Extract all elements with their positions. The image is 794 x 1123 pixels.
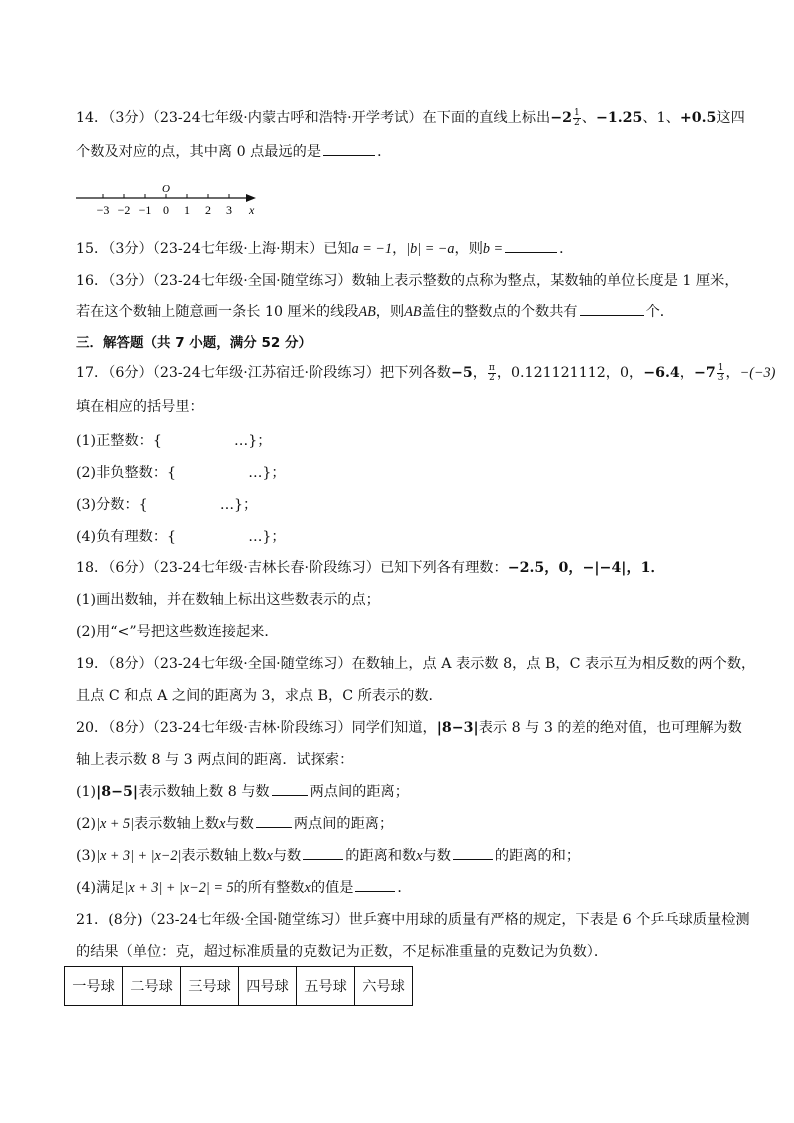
q16-end: 个． [645, 304, 674, 320]
q17-num: −(−3) [739, 365, 776, 381]
q19-line1: 19．（8分）（23-24七年级·全国·随堂练习）在数轴上，点 A 表示数 8，点 B，C 表示互为相反数的两个数， [76, 656, 756, 672]
q14-text2: 个数及对应的点，其中离 0 点最远的是 [76, 144, 322, 160]
axis-label-x: x [249, 203, 255, 217]
q15-then: ，则 [454, 241, 483, 257]
q20-line2: 轴上表示数 8 与 3 两点间的距离．试探索： [76, 752, 354, 768]
q14-num1-fraction [573, 109, 581, 128]
number-line [72, 182, 272, 222]
frac-numerator: 1 [717, 362, 724, 373]
q15-condition1: a = −1 [351, 241, 393, 257]
var-x: x [416, 848, 423, 864]
q20-text: 的值是 [310, 880, 354, 896]
q18-numbers: −2.5，0，−|−4|，1． [507, 560, 665, 576]
table-header-cell: 五号球 [297, 967, 355, 1006]
q20-text: 两点间的距离； [293, 816, 394, 832]
q14-suffix: 这四 [716, 110, 745, 126]
frac-denominator: 2 [489, 372, 495, 383]
q18-item1: (1)画出数轴，并在数轴上标出这些数表示的点； [76, 592, 380, 608]
answer-blank[interactable] [323, 154, 375, 156]
q20-text: 与数 [422, 848, 451, 864]
q19-line2: 且点 C 和点 A 之间的距离为 3，求点 B，C 所表示的数． [76, 688, 443, 704]
number-line-tick-label: 1 [184, 203, 190, 217]
q15-line [76, 239, 573, 259]
q14-num1-whole: −2 [550, 110, 573, 126]
q20-abs: |8−3| [436, 720, 479, 736]
q20-text: 表示数轴上数 [181, 848, 267, 864]
q17-text: ，0.121121112，0， [496, 365, 644, 381]
item-number: (1) [76, 784, 97, 800]
q15-condition2: |b| = −a [406, 241, 455, 257]
number-line-tick-label: 3 [226, 203, 232, 217]
q20-line1 [76, 718, 742, 738]
table-header-cell: 一号球 [65, 967, 123, 1006]
number-line-tick-label: 2 [205, 203, 211, 217]
q20-text: 与数 [225, 816, 254, 832]
q20-text: ． [397, 880, 412, 896]
q17-num: −5 [450, 365, 473, 381]
section-heading: 三．解答题（共 7 小题，满分 52 分） [76, 335, 312, 351]
q20-text: 表示数轴上数 8 与数 [138, 784, 270, 800]
var-x: x [304, 880, 311, 896]
frac-denominator: 2 [574, 117, 580, 128]
number-line-tick-label: −2 [117, 203, 131, 217]
q18-text: 18．（6分）（23-24七年级·吉林长春·阶段练习）已知下列各有理数： [76, 560, 508, 576]
q20-text: 表示数轴上数 [133, 816, 220, 832]
q16-text: 若在这个数轴上随意画一条长 10 厘米的线段 [76, 304, 359, 320]
answer-blank[interactable] [272, 794, 308, 796]
q20-equation: |x + 3| + |x−2| = 5 [124, 880, 234, 896]
number-line-tick-label: −1 [138, 203, 152, 217]
q17-pi-fraction [488, 364, 496, 383]
arrow-icon [246, 194, 256, 202]
q14-sep: 、 [581, 110, 596, 126]
number-line-tick-label: 0 [163, 203, 169, 217]
q20-item3 [76, 846, 580, 866]
q20-item2 [76, 814, 393, 834]
q16-line1: 16．（3分）（23-24七年级·全国·随堂练习）数轴上表示整数的点称为整点，某数轴的单位长度是 1 厘米， [76, 273, 739, 289]
table-header-cell: 六号球 [355, 967, 413, 1006]
answer-blank[interactable] [505, 251, 557, 253]
q17-item: (4)负有理数：{ …}； [76, 529, 286, 545]
table-header-cell: 四号球 [239, 967, 297, 1006]
segment-ab: AB [404, 304, 422, 320]
segment-ab: AB [358, 304, 376, 320]
q17-fraction [717, 364, 725, 383]
q20-item4 [76, 878, 412, 898]
item-number: (2) [76, 816, 97, 832]
q16-text: ，则 [375, 304, 405, 320]
q14-line1 [76, 108, 745, 128]
origin-label: O [162, 183, 170, 195]
q17-item: (3)分数：{ …}； [76, 497, 258, 513]
item-number: (3) [76, 848, 97, 864]
q20-text: 的所有整数 [233, 880, 305, 896]
table-header-cell: 三号球 [181, 967, 239, 1006]
q14-end: ． [377, 144, 392, 160]
q15-comma: ， [392, 241, 407, 257]
frac-denominator: 3 [717, 372, 724, 383]
q20-text: (4)满足 [76, 880, 125, 896]
answer-blank[interactable] [303, 858, 343, 860]
q14-line2 [76, 142, 391, 162]
number-line-tick-label: −3 [96, 203, 110, 217]
answer-blank[interactable] [256, 826, 292, 828]
q20-text: 的距离和数 [345, 848, 417, 864]
frac-numerator: 1 [574, 107, 580, 118]
var-x: x [266, 848, 273, 864]
q20-text: 与数 [272, 848, 302, 864]
q20-text: 两点间的距离； [309, 784, 409, 800]
q14-num3: +0.5 [679, 110, 717, 126]
ball-mass-table [64, 966, 413, 1006]
q14-num2: −1.25 [595, 110, 643, 126]
q20-text: 表示 8 与 3 的差的绝对值，也可理解为数 [478, 720, 742, 736]
q20-text: 的距离的和； [494, 848, 581, 864]
q17-line2: 填在相应的括号里： [76, 399, 204, 415]
q15-text: 15．（3分）（23-24七年级·上海·期末）已知 [76, 241, 352, 257]
q15-var: b = [482, 241, 504, 257]
q14-text: 14．（3分）（23-24七年级·内蒙古呼和浩特·开学考试）在下面的直线上标出 [76, 110, 551, 126]
q18-item2: (2)用“<”号把这些数连接起来． [76, 624, 279, 640]
q17-item: (2)非负整数：{ …}； [76, 465, 286, 481]
q21-line1: 21．(8分)（23-24七年级·全国·随堂练习）世乒赛中用球的质量有严格的规定，下表是 6 个乒乓球质量检测 [76, 912, 750, 928]
table-row [65, 967, 413, 1006]
answer-blank[interactable] [580, 314, 644, 316]
q17-text: 17．（6分）（23-24七年级·江苏宿迁·阶段练习）把下列各数 [76, 365, 451, 381]
answer-blank[interactable] [453, 858, 493, 860]
var-x: x [219, 816, 226, 832]
table-header-cell: 二号球 [123, 967, 181, 1006]
answer-blank[interactable] [355, 890, 395, 892]
q17-num: −6.4 [643, 365, 680, 381]
q17-item: (1)正整数：{ …}； [76, 433, 272, 449]
q20-abs: |x + 5| [96, 816, 134, 832]
q20-abs: |x + 3| + |x−2| [96, 848, 182, 864]
q16-line2 [76, 302, 674, 322]
q16-text: 盖住的整数点的个数共有 [421, 304, 578, 320]
q14-sep: 、1、 [642, 110, 680, 126]
q20-text: 20．（8分）（23-24七年级·吉林·阶段练习）同学们知道， [76, 720, 437, 736]
q20-abs: |8−5| [96, 784, 139, 800]
frac-numerator: π [488, 362, 495, 373]
q17-line1: 17．（6分）（23-24七年级·江苏宿迁·阶段练习）把下列各数−5， $\frac{\pi}{2}$ ，0.121121112，0，−6.4，−7 $\frac{1}{3}$ ，−(−3) [76, 362, 776, 383]
q20-item1 [76, 782, 409, 802]
q18-line1 [76, 558, 665, 578]
q17-num: −7 [693, 365, 716, 381]
q15-end: ． [559, 241, 574, 257]
q21-line2: 的结果（单位：克，超过标准质量的克数记为正数，不足标准重量的克数记为负数）． [76, 944, 609, 960]
